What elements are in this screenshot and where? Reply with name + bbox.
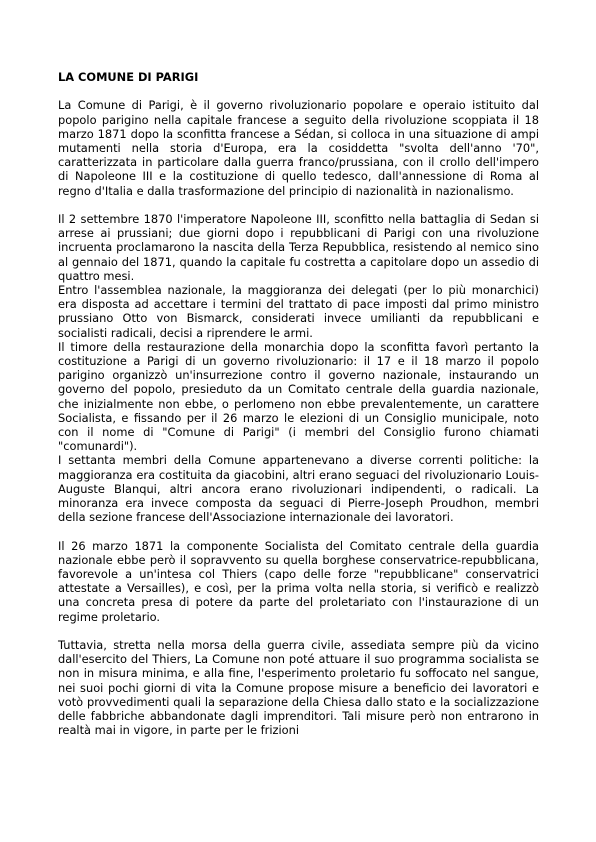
paragraph-assembly: Entro l'assemblea nazionale, la maggioranza dei delegati (per lo più monarchici) era disposta ad accettare i termini del trattato di pace imposti dal primo ministro prussiano Otto von Bismarck, considerati invece umilianti da repubblicani e socialisti radicali, decisi a riprendere le armi.: [58, 283, 539, 340]
document-body: [58, 70, 539, 737]
paragraph-sedan: Il 2 settembre 1870 l'imperatore Napoleone III, sconfitto nella battaglia di Sedan si arrese ai prussiani; due giorni dopo i repubblicani di Parigi con una rivoluzione incruenta proclamarono la nascita della Terza Repubblica, resistendo al nemico sino al gennaio del 1871, quando la capitale fu costretta a capitolare dopo un assedio di quattro mesi.: [58, 212, 539, 283]
paragraph-members: I settanta membri della Comune appartenevano a diverse correnti politiche: la maggioranza era costituita da giacobini, altri erano seguaci del rivoluzionario Louis-Auguste Blanqui, altri ancora erano rivoluzionari indipendenti, o radicali. La minoranza era invece composta da seguaci di Pierre-Joseph Proudhon, membri della sezione francese dell'Associazione internazionale dei lavoratori.: [58, 453, 539, 525]
paragraph-intro: La Comune di Parigi, è il governo rivoluzionario popolare e operaio istituito dal popolo parigino nella capitale francese a seguito della rivoluzione scoppiata il 18 marzo 1871 dopo la sconfitta francese a Sédan, si colloca in una situazione di ampi mutamenti nella storia d'Europa, era la cosiddetta "svolta dell'anno '70", caratterizzata in particolare dalla guerra franco/prussiana, con il crollo dell'impero di Napoleone III e la costituzione di quello tedesco, dall'annessione di Roma al regno d'Italia e dalla trasformazione del principio di nazionalità in nazionalismo.: [58, 98, 539, 198]
paragraph-march-26: Il 26 marzo 1871 la componente Socialista del Comitato centrale della guardia nazionale ebbe però il sopravvento su quella borghese conservatrice-repubblicana, favorevole a un'intesa col Thiers (capo delle forze "repubblicane" conservatrici attestate a Versailles), e così, per la prima volta nella storia, si verificò e realizzò una concreta presa di potere da parte del proletariato con l'instaurazione di un regime proletario.: [58, 538, 539, 624]
document-title: LA COMUNE DI PARIGI: [58, 70, 199, 84]
paragraph-insurrection: Il timore della restaurazione della monarchia dopo la sconfitta favorì pertanto la costituzione a Parigi di un governo rivoluzionario: il 17 e il 18 marzo il popolo parigino organizzò un'insurrezione contro il governo nazionale, instaurando un governo del popolo, presieduto da un Comitato centrale della guardia nazionale, che inizialmente non ebbe, o perlomeno non ebbe prevalentemente, un carattere Socialista, e fissando per il 26 marzo le elezioni di un Consiglio municipale, noto con il nome di "Comune di Parigi" (i membri del Consiglio furono chiamati "comunardi").: [58, 339, 539, 454]
paragraph-civil-war: Tuttavia, stretta nella morsa della guerra civile, assediata sempre più da vicino dall'esercito del Thiers, La Comune non poté attuare il suo programma socialista se non in misura minima, e alla fine, l'esperimento proletario fu soffocato nel sangue, nei suoi pochi giorni di vita la Comune propose misure a beneficio dei lavoratori e votò provvedimenti quali la separazione della Chiesa dallo stato e la socializzazione delle fabbriche abbandonate dagli imprenditori. Tali misure però non entrarono in realtà mai in vigore, in parte per le frizioni: [58, 638, 539, 738]
